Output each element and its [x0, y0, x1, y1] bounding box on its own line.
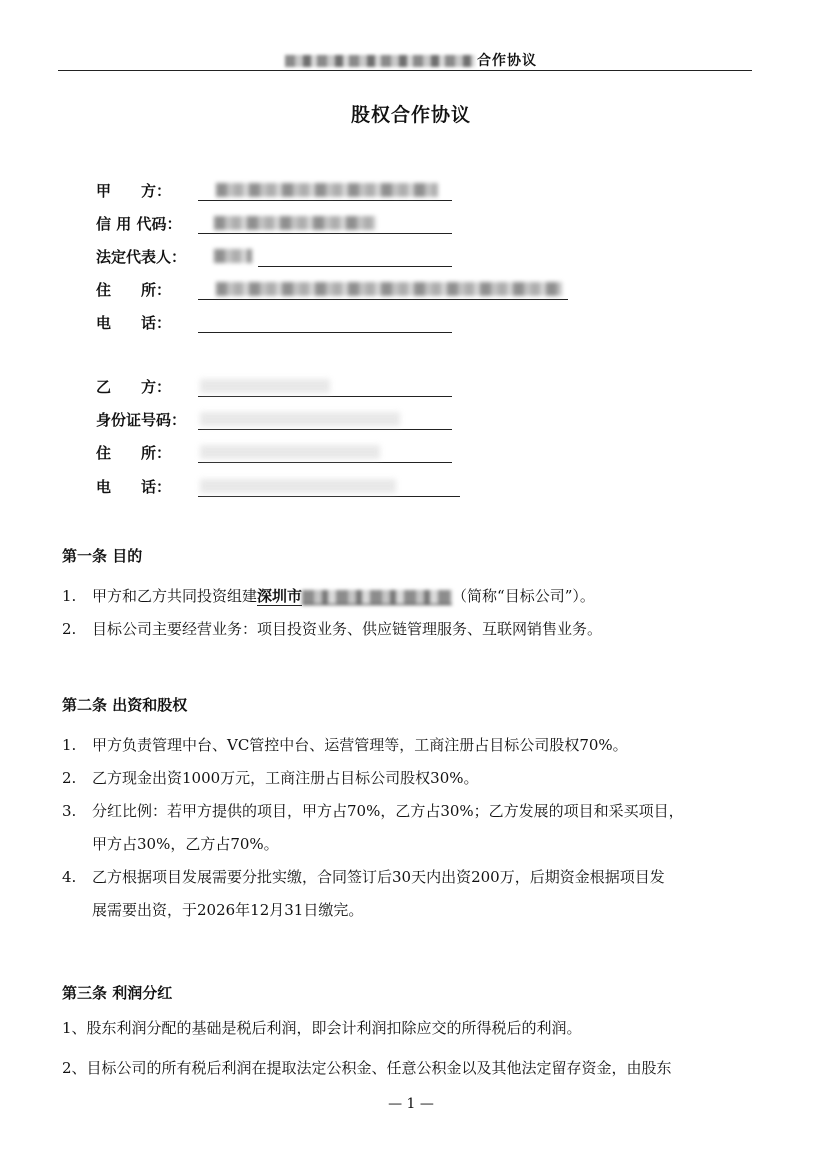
redacted-id-number — [200, 412, 400, 426]
item-number: 1. — [62, 736, 77, 754]
item-text: 目标公司主要经营业务：项目投资业务、供应链管理服务、互联网销售业务。 — [92, 620, 603, 638]
id-number-row — [96, 409, 196, 429]
item-number: 2. — [62, 769, 77, 787]
item-number: 2. — [62, 620, 77, 638]
article-3-item-1: 1、股东利润分配的基础是税后利润，即会计利润扣除应交的所得税后的利润。 — [62, 1019, 582, 1037]
article-2-item-3-cont — [92, 828, 279, 861]
item-number: 1. — [62, 587, 77, 605]
item-prefix: 甲方和乙方共同投资组建 — [92, 587, 258, 605]
legal-rep-line — [258, 266, 452, 267]
redacted-legal-rep — [214, 249, 252, 263]
party-b-phone-row — [96, 476, 196, 496]
party-a-phone-label: 电 话： — [96, 314, 172, 332]
party-b-label: 乙 方： — [96, 378, 172, 396]
item-bold-part: 深圳市 — [257, 587, 303, 605]
credit-code-label: 信 用 代码： — [96, 215, 182, 233]
article-3-title: 第三条 利润分红 — [62, 984, 173, 1002]
article-2-title: 第二条 出资和股权 — [62, 696, 188, 714]
article-2-item-3 — [62, 795, 684, 828]
article-1-item-2 — [62, 613, 602, 646]
party-a-phone-row — [96, 312, 196, 332]
item-text: 甲方负责管理中台、VC管控中台、运营管理等，工商注册占目标公司股权70%。 — [92, 736, 628, 754]
id-number-label: 身份证号码： — [96, 411, 187, 429]
legal-rep-row — [96, 246, 196, 266]
redacted-party-b-phone — [200, 479, 396, 493]
header-suffix: 合作协议 — [477, 53, 537, 69]
party-b-phone-line — [198, 496, 460, 497]
party-a-phone-line — [198, 332, 452, 333]
party-a-address-line — [198, 299, 568, 300]
redacted-target-company — [302, 590, 452, 605]
party-b-name-line — [198, 396, 452, 397]
item-text: 乙方现金出资1000万元，工商注册占目标公司股权30%。 — [92, 769, 479, 787]
party-b-address-row — [96, 442, 196, 462]
redacted-party-b-name — [200, 379, 330, 393]
legal-rep-label: 法定代表人： — [96, 248, 187, 266]
document-header — [0, 50, 822, 70]
item-text-line-2: 甲方占30%，乙方占70%。 — [92, 835, 279, 853]
redacted-party-b-address — [200, 445, 380, 459]
page-number: — 1 — — [388, 1096, 434, 1112]
party-a-label: 甲 方： — [96, 182, 172, 200]
redacted-credit-code — [214, 216, 376, 230]
article-1-title: 第一条 目的 — [62, 547, 143, 565]
item-text-line-1: 分红比例：若甲方提供的项目，甲方占70%，乙方占30%；乙方发展的项目和采买项目， — [92, 802, 684, 820]
item-number: 3. — [62, 802, 77, 820]
article-2-item-1 — [62, 729, 628, 762]
document-title: 股权合作协议 — [350, 104, 471, 126]
item-text-line-1: 乙方根据项目发展需要分批实缴，合同签订后30天内出资200万，后期资金根据项目发 — [92, 868, 665, 886]
party-a-name-row — [96, 180, 196, 200]
article-3-item-2: 2、目标公司的所有税后利润在提取法定公积金、任意公积金以及其他法定留存资金，由股东 — [62, 1059, 672, 1077]
credit-code-line — [198, 233, 452, 234]
party-b-phone-label: 电 话： — [96, 478, 172, 496]
article-1-item-1 — [62, 580, 595, 613]
item-suffix: （简称“目标公司”）。 — [452, 587, 595, 605]
redacted-party-a-address — [216, 282, 562, 296]
article-2-item-4-cont — [92, 894, 363, 927]
party-a-address-label: 住 所： — [96, 281, 172, 299]
item-number: 4. — [62, 868, 77, 886]
party-b-address-line — [198, 462, 452, 463]
party-a-name-line — [198, 200, 452, 201]
item-text-line-2: 展需要出资，于2026年12月31日缴完。 — [92, 901, 364, 919]
redacted-party-a-name — [216, 183, 438, 197]
id-number-line — [198, 429, 452, 430]
party-a-address-row — [96, 279, 196, 299]
party-b-address-label: 住 所： — [96, 444, 172, 462]
redacted-company-name — [285, 55, 475, 67]
credit-code-row — [96, 213, 196, 233]
article-2-item-2 — [62, 762, 479, 795]
party-b-name-row — [96, 376, 196, 396]
header-divider — [58, 70, 752, 71]
article-2-item-4 — [62, 861, 665, 894]
